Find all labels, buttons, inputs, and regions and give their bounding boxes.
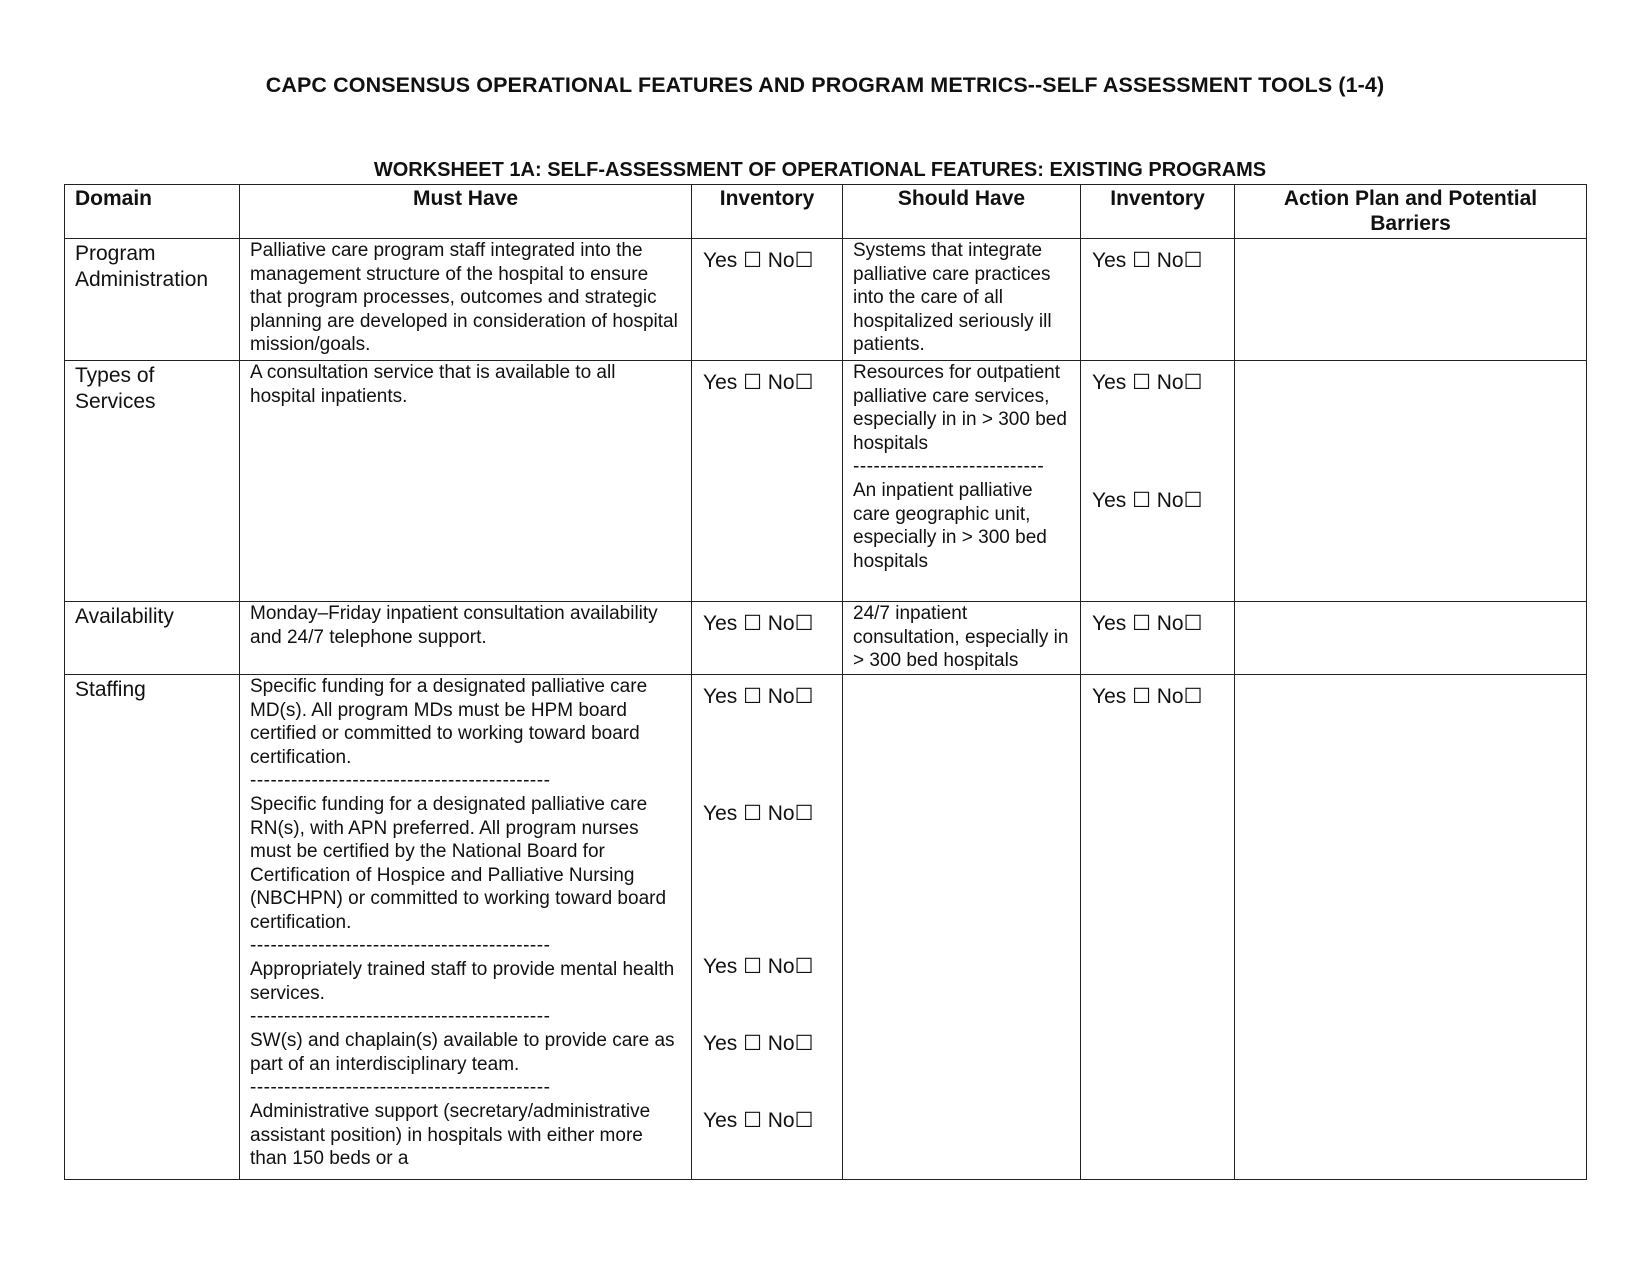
- header-action-plan: Action Plan and Potential Barriers: [1235, 185, 1587, 239]
- yes-no-checkbox[interactable]: Yes ☐ No☐: [703, 612, 814, 635]
- should-have-text: An inpatient palliative care geographic unit, especially in > 300 bed hospitals: [853, 480, 1047, 572]
- domain-cell: Types of Services: [65, 361, 240, 602]
- yes-no-checkbox[interactable]: Yes ☐ No☐: [703, 802, 814, 825]
- yes-no-checkbox[interactable]: Yes ☐ No☐: [1092, 612, 1203, 635]
- must-have-text: Specific funding for a designated palliative care RN(s), with APN preferred. All program nurses must be certified by the National Board for Certification of Hospice and Palliative Nursing (NBCHPN) or committed to working toward board certification.: [250, 794, 667, 933]
- assessment-table: [64, 184, 1587, 1180]
- yes-no-checkbox[interactable]: Yes ☐ No☐: [703, 371, 814, 394]
- should-have-text: Systems that integrate palliative care practices into the care of all hospitalized seriously ill patients.: [853, 240, 1052, 355]
- worksheet-title: [0, 159, 1650, 182]
- inventory-cell: [1081, 361, 1235, 602]
- action-plan-cell[interactable]: [1235, 675, 1587, 1180]
- should-have-cell: [843, 361, 1081, 602]
- table-row: [65, 675, 1587, 1180]
- yes-no-checkbox[interactable]: Yes ☐ No☐: [703, 249, 814, 272]
- inventory-cell: [692, 675, 843, 1180]
- must-have-cell: [240, 361, 692, 602]
- document-title: CAPC CONSENSUS OPERATIONAL FEATURES AND PROGRAM METRICS--SELF ASSESSMENT TOOLS (1-4): [265, 73, 1385, 97]
- should-have-cell: [843, 602, 1081, 675]
- must-have-cell: [240, 675, 692, 1180]
- inventory-cell: [692, 239, 843, 361]
- inventory-cell: [1081, 239, 1235, 361]
- yes-no-checkbox[interactable]: Yes ☐ No☐: [1092, 249, 1203, 272]
- must-have-text: Specific funding for a designated palliative care MD(s). All program MDs must be HPM board certified or committed to working toward board certification.: [250, 676, 648, 768]
- action-plan-cell[interactable]: [1235, 239, 1587, 361]
- yes-no-checkbox[interactable]: Yes ☐ No☐: [703, 685, 814, 708]
- inventory-cell: [1081, 675, 1235, 1180]
- must-have-text: A consultation service that is available to all hospital inpatients.: [250, 362, 616, 407]
- yes-no-checkbox[interactable]: Yes ☐ No☐: [703, 1109, 814, 1132]
- header-should-have: Should Have: [843, 185, 1081, 239]
- action-plan-cell[interactable]: [1235, 361, 1587, 602]
- must-have-text: Appropriately trained staff to provide mental health services.: [250, 959, 675, 1004]
- domain-cell: Program Administration: [65, 239, 240, 361]
- must-have-text: SW(s) and chaplain(s) available to provide care as part of an interdisciplinary team.: [250, 1030, 675, 1075]
- separator: --------------------------------------------: [250, 935, 551, 956]
- must-have-text: Palliative care program staff integrated into the management structure of the hospital to ensure that program processes, outcomes and strategic planning are developed in consideration of hospital mission/goals.: [250, 240, 678, 355]
- separator: ----------------------------: [853, 456, 1045, 477]
- separator: --------------------------------------------: [250, 1077, 551, 1098]
- separator: --------------------------------------------: [250, 770, 551, 791]
- inventory-cell: [1081, 602, 1235, 675]
- yes-no-checkbox[interactable]: Yes ☐ No☐: [1092, 489, 1203, 512]
- yes-no-checkbox[interactable]: Yes ☐ No☐: [1092, 685, 1203, 708]
- header-domain: Domain: [65, 185, 240, 239]
- separator: --------------------------------------------: [250, 1006, 551, 1027]
- header-must-have: Must Have: [240, 185, 692, 239]
- should-have-text: Resources for outpatient palliative care services, especially in in > 300 bed hospitals: [853, 362, 1067, 454]
- table-row: [65, 602, 1587, 675]
- should-have-cell: [843, 239, 1081, 361]
- inventory-cell: [692, 361, 843, 602]
- should-have-cell: [843, 675, 1081, 1180]
- header-inventory-must: Inventory: [692, 185, 843, 239]
- yes-no-checkbox[interactable]: Yes ☐ No☐: [1092, 371, 1203, 394]
- must-have-cell: [240, 602, 692, 675]
- worksheet-title-text: WORKSHEET 1A: SELF-ASSESSMENT OF OPERATIONAL FEATURES: EXISTING PROGRAMS: [373, 159, 1267, 181]
- table-row: [65, 239, 1587, 361]
- action-plan-cell[interactable]: [1235, 602, 1587, 675]
- inventory-cell: [692, 602, 843, 675]
- should-have-text: 24/7 inpatient consultation, especially in > 300 bed hospitals: [853, 603, 1069, 671]
- header-inventory-should: Inventory: [1081, 185, 1235, 239]
- domain-cell: Staffing: [65, 675, 240, 1180]
- yes-no-checkbox[interactable]: Yes ☐ No☐: [703, 1032, 814, 1055]
- must-have-cell: [240, 239, 692, 361]
- must-have-text: Monday–Friday inpatient consultation availability and 24/7 telephone support.: [250, 603, 658, 648]
- must-have-text: Administrative support (secretary/administrative assistant position) in hospitals with either more than 150 beds or a: [250, 1101, 651, 1169]
- header-row: [65, 185, 1587, 239]
- table-row: [65, 361, 1587, 602]
- yes-no-checkbox[interactable]: Yes ☐ No☐: [703, 955, 814, 978]
- domain-cell: Availability: [65, 602, 240, 675]
